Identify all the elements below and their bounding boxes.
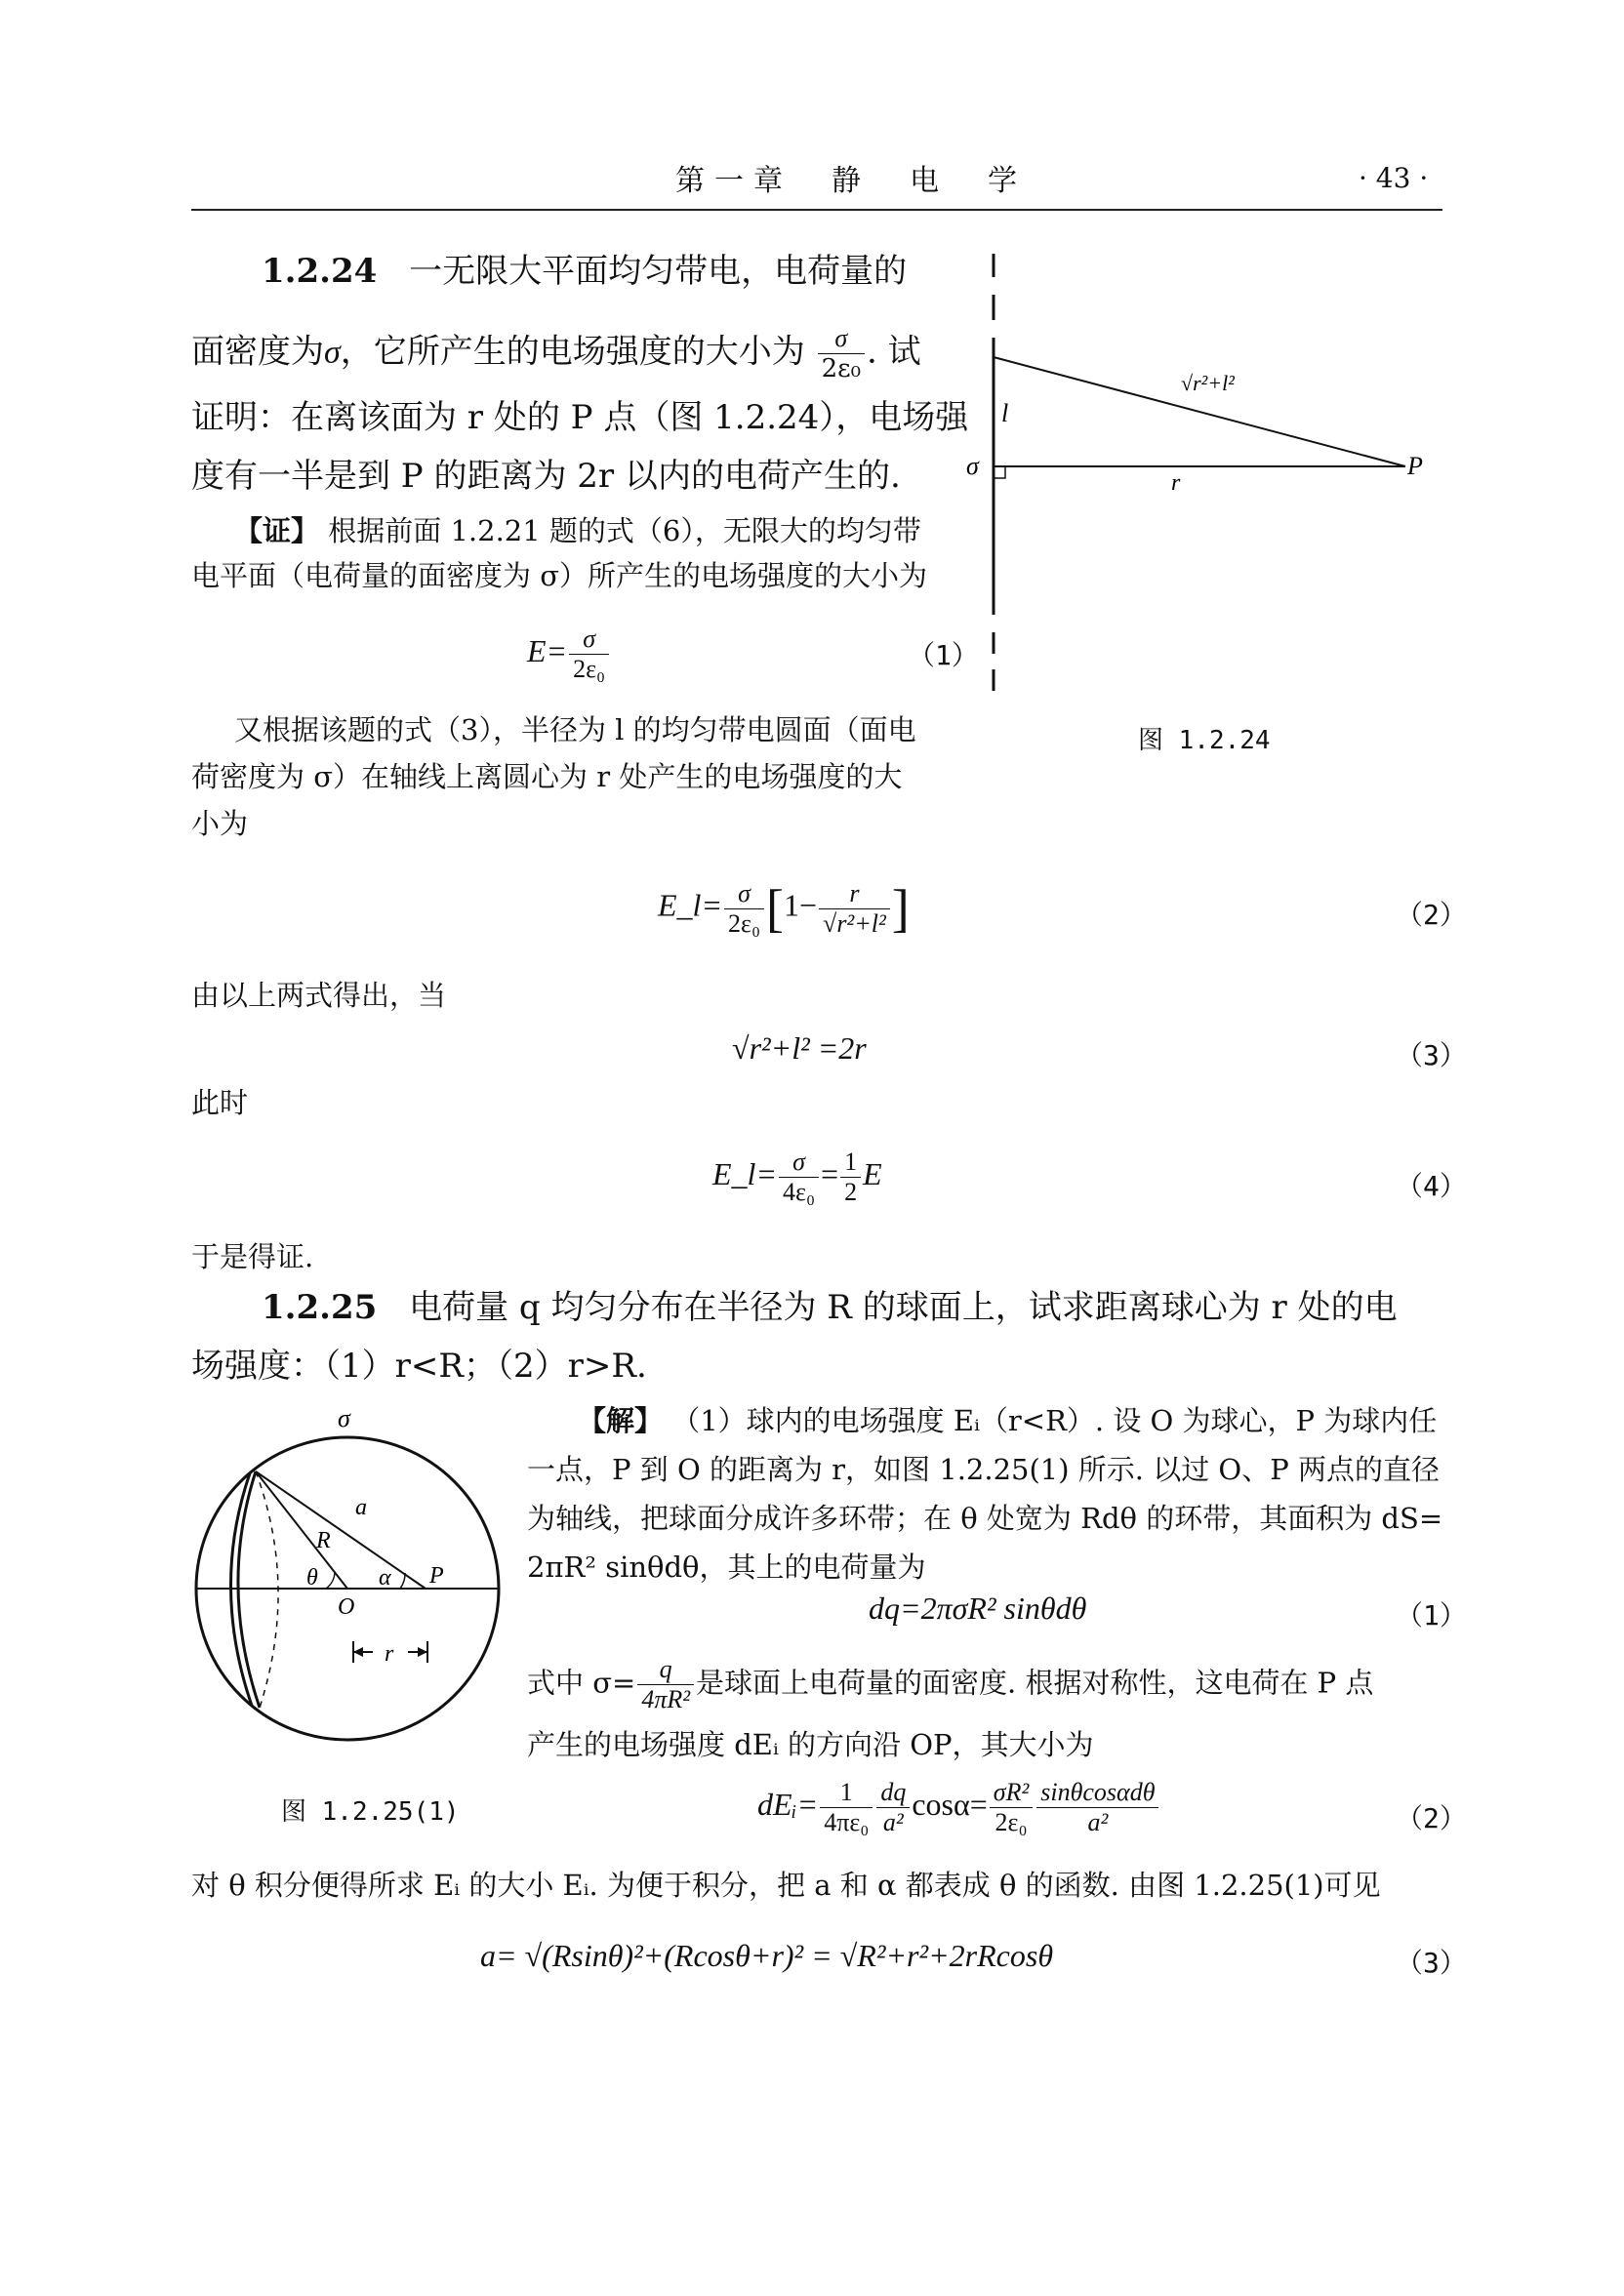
figure-1224-caption: 图 1.2.24 <box>1138 726 1271 755</box>
line-a <box>256 1471 426 1589</box>
eq-lhs: E_l= <box>712 1155 778 1191</box>
label-P: P <box>429 1563 444 1589</box>
equation-1225-2 <box>757 1778 1160 1837</box>
label-R: R <box>316 1528 331 1553</box>
problem-1225-line1 <box>262 1288 1398 1327</box>
text-a1: 又根据该题的式（3），半径为 l 的均匀带电圆面（面电 <box>234 713 916 746</box>
equation-1 <box>527 624 611 684</box>
numerator: q <box>637 1655 694 1685</box>
problem-id: 1.2.24 <box>262 252 378 291</box>
proof-line1 <box>234 511 921 550</box>
equation-number: （4） <box>1396 1170 1467 1202</box>
chapter-header: 第一章 静 电 学 <box>675 164 1027 198</box>
problem-1224-line1 <box>262 252 907 291</box>
problem-1224-line2 <box>191 324 921 383</box>
equation-1225-3: a= √(Rsinθ)²+(Rcosθ+r)² = √R²+r²+2rRcosθ <box>480 1938 1054 1973</box>
equation-4 <box>712 1148 882 1207</box>
text-span: 式中 σ= <box>527 1666 636 1700</box>
equation-2: E_l= $\frac{\sigma}{\text{2ε₀}}$ [1− $\frac{r}{\text{√r²+l²}}$ ] <box>658 878 910 938</box>
problem-1225-line2: 场强度：（1）r<R；（2）r>R. <box>191 1347 647 1386</box>
numerator: σ <box>779 1148 819 1178</box>
field-line: 产生的电场强度 dEᵢ 的方向沿 OP，其大小为 <box>527 1728 1094 1761</box>
arrow-head <box>353 1647 363 1657</box>
equation-number: （1） <box>1396 1599 1467 1631</box>
denominator: 4πR² <box>641 1685 691 1713</box>
eq-lhs: E_l= <box>658 887 723 923</box>
numerator: 1 <box>820 1778 873 1808</box>
denominator: 2ε₀ <box>573 655 606 683</box>
equation-3: √r²+l² =2r <box>732 1030 867 1066</box>
solution-line3: 为轴线，把球面分成许多环带；在 θ 处宽为 Rdθ 的环带，其面积为 dS= <box>527 1502 1443 1535</box>
equation-1225-1: dq=2πσR² sinθdθ <box>869 1591 1087 1626</box>
arrow-head <box>418 1647 427 1657</box>
proof-label: 【证】 <box>234 514 320 547</box>
equation-number: （3） <box>1396 1947 1467 1979</box>
denominator: a² <box>1087 1808 1109 1836</box>
alpha-arc <box>400 1573 405 1589</box>
label-P: P <box>1407 452 1423 480</box>
figure-1224 <box>966 244 1454 703</box>
numerator: sinθcosαdθ <box>1036 1778 1158 1808</box>
denominator: √r²+l² <box>823 908 886 938</box>
text-d: 于是得证. <box>191 1240 314 1273</box>
fraction <box>818 324 865 383</box>
eq-text: cosα= <box>912 1786 988 1822</box>
denominator: 2ε₀ <box>728 908 761 938</box>
numerator: 1 <box>840 1148 861 1178</box>
problem-id: 1.2.25 <box>262 1288 378 1327</box>
text-c: 此时 <box>191 1086 249 1119</box>
numerator: σ <box>818 324 865 354</box>
sigma-symbol: σ <box>324 334 341 371</box>
problem-1224-line4: 度有一半是到 P 的距离为 2r 以内的电荷产生的. <box>191 457 901 496</box>
text-e: 对 θ 积分便得所求 Eᵢ 的大小 Eᵢ. 为便于积分，把 a 和 α 都表成 θ 的函数. 由图 1.2.25(1)可见 <box>191 1869 1381 1902</box>
solution-line2: 一点，P 到 O 的距离为 r，如图 1.2.25(1) 所示. 以过 O、P 两点的直径 <box>527 1453 1440 1486</box>
page-number: · 43 · <box>1359 162 1429 194</box>
numerator: σR² <box>990 1778 1034 1808</box>
right-angle-mark <box>994 466 1005 478</box>
solution-line4: 2πR² sinθdθ，其上的电荷量为 <box>527 1551 926 1584</box>
denominator: 2 <box>844 1178 858 1206</box>
label-r: r <box>1171 470 1181 496</box>
text-span: 是球面上电荷量的面密度. 根据对称性，这电荷在 P 点 <box>696 1666 1374 1700</box>
label-theta: θ <box>306 1565 318 1591</box>
label-r: r <box>385 1641 394 1667</box>
label-a: a <box>355 1495 367 1520</box>
text-span: 面密度为 <box>191 332 324 372</box>
numerator: σ <box>569 624 609 655</box>
solution-line1 <box>578 1401 1437 1440</box>
proof-line2: 电平面（电荷量的面密度为 σ）所产生的电场强度的大小为 <box>191 559 928 592</box>
denominator: a² <box>882 1808 904 1836</box>
label-O: O <box>338 1594 355 1620</box>
label-sigma: σ <box>338 1404 350 1432</box>
problem-1224-line3: 证明：在离该面为 r 处的 P 点（图 1.2.24），电场强 <box>191 398 969 437</box>
text-a3: 小为 <box>191 807 249 840</box>
numerator: r <box>819 879 890 909</box>
equation-number: （1） <box>908 639 979 671</box>
proof-text: 根据前面 1.2.21 题的式（6），无限大的均匀带 <box>328 514 921 547</box>
eq-text: = <box>821 1155 839 1191</box>
problem-text: 电荷量 q 均匀分布在半径为 R 的球面上，试求距离球心为 r 处的电 <box>409 1288 1398 1327</box>
label-alpha: α <box>379 1565 391 1591</box>
line-R <box>256 1471 347 1589</box>
eq-lhs: E= <box>527 632 568 668</box>
label-sigma: σ <box>966 452 979 480</box>
eq-rhs: E <box>863 1155 882 1191</box>
figure-1225 <box>191 1401 523 1772</box>
equation-number: （2） <box>1396 899 1467 931</box>
denominator: 2ε₀ <box>995 1808 1028 1836</box>
theta-arc <box>326 1572 335 1589</box>
sigma-line <box>527 1655 1373 1714</box>
text-span: ，它所产生的电场强度的大小为 <box>340 332 805 372</box>
text-span: . 试 <box>867 332 921 372</box>
denominator: 4ε₀ <box>783 1178 816 1206</box>
equation-number: （2） <box>1396 1802 1467 1834</box>
denominator: 4πε₀ <box>824 1808 870 1836</box>
eq-lhs: dEᵢ= <box>757 1786 819 1822</box>
text-a2: 荷密度为 σ）在轴线上离圆心为 r 处产生的电场强度的大 <box>191 760 903 793</box>
header-rule <box>191 209 1442 211</box>
problem-text: 一无限大平面均匀带电，电荷量的 <box>409 252 908 291</box>
equation-number: （3） <box>1396 1039 1467 1071</box>
numerator: dq <box>876 1778 910 1808</box>
numerator: σ <box>724 879 764 909</box>
figure-1225-caption: 图 1.2.25(1) <box>281 1797 460 1827</box>
label-l: l <box>1001 399 1009 427</box>
text-b: 由以上两式得出，当 <box>191 979 447 1012</box>
denominator: 2ε₀ <box>821 354 862 383</box>
solution-label: 【解】 <box>578 1404 664 1437</box>
eq-text: 1− <box>784 887 818 923</box>
label-hyp: √r²+l² <box>1181 371 1235 395</box>
solution-text: （1）球内的电场强度 Eᵢ（r<R）. 设 O 为球心，P 为球内任 <box>671 1404 1438 1437</box>
